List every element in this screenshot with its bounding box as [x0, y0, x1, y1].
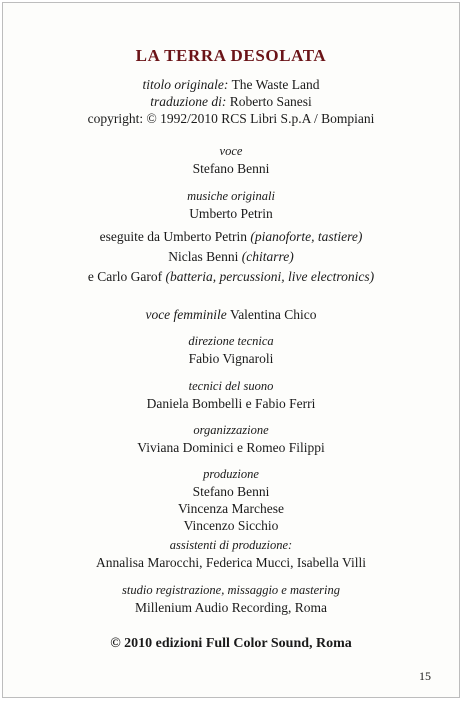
performer-3-role: (batteria, percussioni, live electronics): [165, 269, 375, 284]
translation-label: traduzione di:: [150, 94, 227, 109]
performer-3-name: e Carlo Garof: [87, 269, 163, 284]
sound-technicians-value: Daniela Bombelli e Fabio Ferri: [146, 396, 316, 411]
female-voice-line: [3, 307, 459, 323]
book-title: LA TERRA DESOLATA: [135, 46, 327, 65]
performer-2-name: Niclas Benni: [168, 249, 239, 264]
original-title-line: [3, 77, 459, 93]
production-name: Stefano Benni: [192, 484, 270, 499]
composer-name: Umberto Petrin: [189, 206, 273, 221]
assistants-value: Annalisa Marocchi, Federica Mucci, Isabella Villi: [96, 555, 366, 570]
organization-label: organizzazione: [193, 423, 269, 437]
organization-value: Viviana Dominici e Romeo Filippi: [137, 440, 325, 455]
performer-line-2: [3, 249, 459, 265]
studio-label: studio registrazione, missaggio e mastering: [122, 583, 340, 597]
book-page: [2, 2, 460, 698]
performer-line-3: [3, 269, 459, 285]
translation-line: [3, 94, 459, 110]
sound-technicians-label: tecnici del suono: [188, 379, 274, 393]
female-voice-value: Valentina Chico: [229, 307, 317, 322]
voice-label: voce: [219, 144, 243, 158]
performer-1-name: eseguite da Umberto Petrin: [99, 229, 247, 244]
performer-line-1: [3, 229, 459, 245]
production-label: produzione: [203, 467, 259, 481]
assistants-label: assistenti di produzione:: [169, 538, 293, 552]
publisher-footer: © 2010 edizioni Full Color Sound, Roma: [110, 636, 352, 651]
female-voice-label: voce femminile: [145, 307, 227, 322]
original-title-value: The Waste Land: [231, 77, 320, 92]
technical-direction-label: direzione tecnica: [188, 334, 274, 348]
original-title-label: titolo originale:: [142, 77, 229, 92]
copyright-line: copyright: © 1992/2010 RCS Libri S.p.A / Bompiani: [87, 111, 375, 126]
performer-2-role: (chitarre): [241, 249, 294, 264]
music-label: musiche originali: [187, 189, 275, 203]
production-name: Vincenzo Sicchio: [183, 518, 279, 533]
credits-block: [3, 3, 459, 697]
production-name: Vincenza Marchese: [177, 501, 284, 516]
translation-value: Roberto Sanesi: [229, 94, 312, 109]
technical-direction-value: Fabio Vignaroli: [188, 351, 274, 366]
page-number: 15: [419, 669, 431, 683]
studio-value: Millenium Audio Recording, Roma: [135, 600, 327, 615]
performer-1-role: (pianoforte, tastiere): [250, 229, 363, 244]
voice-value: Stefano Benni: [192, 161, 270, 176]
